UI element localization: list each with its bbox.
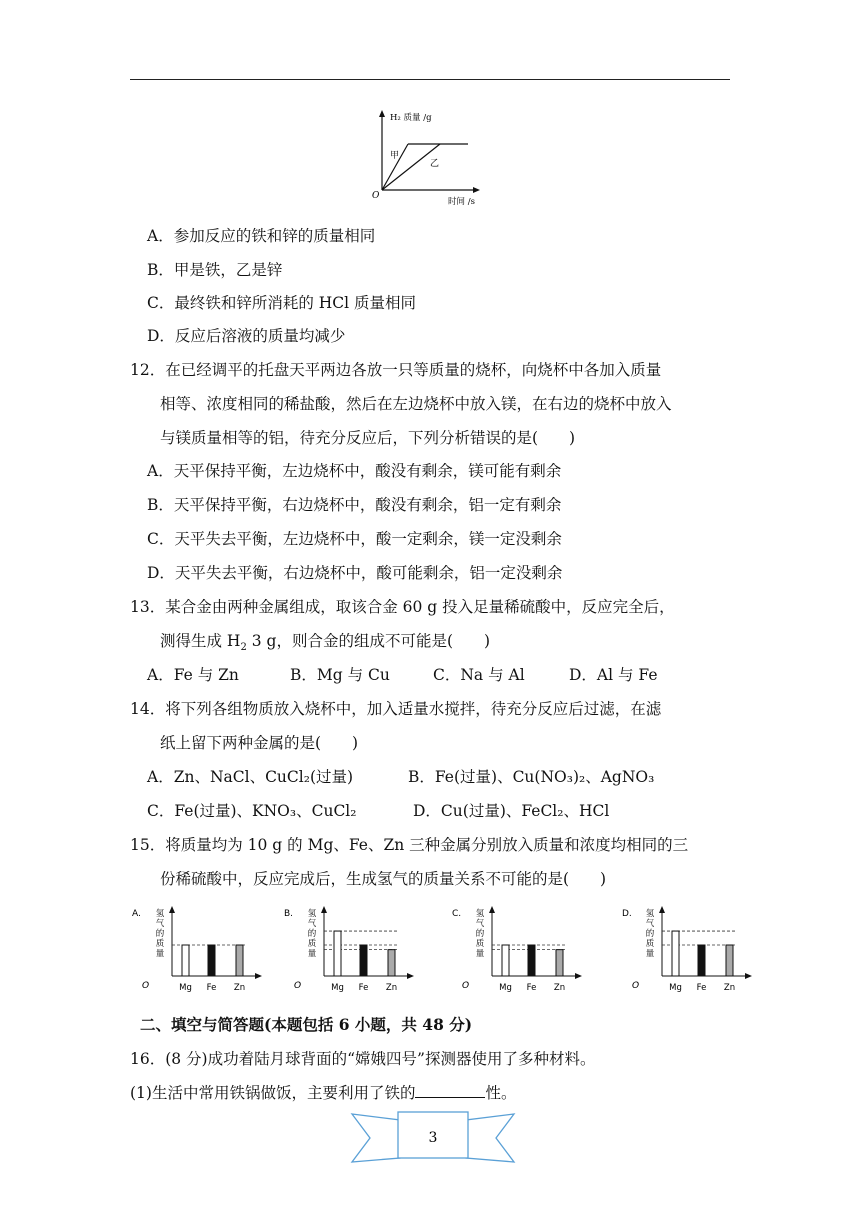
x-axis-arrow xyxy=(407,973,414,979)
x-tick-label: Fe xyxy=(696,983,707,993)
y-axis-label-char: 气 xyxy=(155,919,165,929)
q12-stem-2: 相等、浓度相同的稀盐酸，然后在左边烧杯中放入镁，在右边的烧杯中放入 xyxy=(160,395,672,413)
bar-zn xyxy=(726,945,733,976)
q15-stem-1: 15．将质量均为 10 g 的 Mg、Fe、Zn 三种金属分别放入质量和浓度均相同的三 xyxy=(130,836,689,854)
q11-option-b: B．甲是铁，乙是锌 xyxy=(147,261,283,279)
y-axis-label-char: 的 xyxy=(645,929,655,939)
bar-fe xyxy=(528,945,535,976)
q11-option-c: C．最终铁和锌所消耗的 HCl 质量相同 xyxy=(147,294,417,312)
bar-mg xyxy=(182,945,189,976)
header-rule xyxy=(130,79,730,80)
y-axis-arrow xyxy=(321,906,327,913)
q13-option-c: C．Na 与 Al xyxy=(433,666,525,684)
graph-x-label: 时间 /s xyxy=(448,197,475,207)
q12-option-d: D．天平失去平衡，右边烧杯中，酸可能剩余，铝一定没剩余 xyxy=(147,564,563,582)
y-axis-label-char: 气 xyxy=(645,919,655,929)
bar-zn xyxy=(388,950,395,976)
bar-fe xyxy=(698,945,705,976)
q12-option-c: C．天平失去平衡，左边烧杯中，酸一定剩余，镁一定没剩余 xyxy=(147,530,562,548)
q13-stem-2: 测得生成 $H_2$ 3 g，则合金的组成不可能是( ) xyxy=(160,632,491,654)
y-axis-label-char: 的 xyxy=(155,929,165,939)
x-tick-label: Zn xyxy=(723,983,736,993)
q15-stem-2: 份稀硫酸中，反应完成后，生成氢气的质量关系不可能的是( ) xyxy=(160,870,607,888)
y-axis-arrow xyxy=(169,906,175,913)
x-tick-label: Mg xyxy=(179,983,192,993)
h2-mass-time-graph xyxy=(368,108,488,208)
x-axis-arrow xyxy=(575,973,582,979)
q13-option-b: B．Mg 与 Cu xyxy=(290,666,390,684)
y-axis-label-char: 质 xyxy=(645,939,655,949)
chart-title: C. xyxy=(452,909,462,919)
y-axis-arrow xyxy=(659,906,665,913)
bar-zn xyxy=(556,950,563,976)
y-axis-label-char: 量 xyxy=(645,949,655,959)
x-axis-arrow xyxy=(255,973,262,979)
q12-option-a: A．天平保持平衡，左边烧杯中，酸没有剩余，镁可能有剩余 xyxy=(147,462,562,480)
y-axis-label-char: 质 xyxy=(155,939,165,949)
y-axis-label-char: 量 xyxy=(475,949,485,959)
x-tick-label: Fe xyxy=(206,983,217,993)
graph-origin: O xyxy=(372,191,380,201)
y-axis-label-char: 氢 xyxy=(155,909,165,919)
x-axis-arrow xyxy=(745,973,752,979)
y-axis-label-char: 的 xyxy=(307,929,317,939)
y-axis-label-char: 质 xyxy=(475,939,485,949)
chart-origin: O xyxy=(142,981,150,991)
y-axis-label-char: 氢 xyxy=(475,909,485,919)
q12-stem-3: 与镁质量相等的铝，待充分反应后，下列分析错误的是( ) xyxy=(160,429,576,447)
x-tick-label: Mg xyxy=(669,983,682,993)
x-tick-label: Mg xyxy=(499,983,512,993)
y-axis-label-char: 气 xyxy=(475,919,485,929)
y-axis-label-char: 气 xyxy=(307,919,317,929)
bar-zn xyxy=(236,945,243,976)
q14-option-d: D．Cu(过量)、FeCl₂、HCl xyxy=(413,802,610,820)
page-number: 3 xyxy=(428,1130,438,1146)
y-axis-label-char: 量 xyxy=(155,949,165,959)
q14-option-c: C．Fe(过量)、KNO₃、CuCl₂ xyxy=(147,802,357,820)
y-axis-arrow xyxy=(489,906,495,913)
bar-fe xyxy=(360,945,367,976)
line-b-label: 乙 xyxy=(430,159,440,169)
q16-stem: 16．(8 分)成功着陆月球背面的“嫦娥四号”探测器使用了多种材料。 xyxy=(130,1050,596,1068)
q13-stem-1: 13．某合金由两种金属组成，取该合金 60 g 投入足量稀硫酸中，反应完全后， xyxy=(130,598,675,616)
page-number-ribbon xyxy=(350,1106,516,1166)
y-axis-label-char: 氢 xyxy=(645,909,655,919)
line-a-label: 甲 xyxy=(390,151,400,161)
section-2-heading: 二、填空与简答题(本题包括 6 小题，共 48 分) xyxy=(140,1015,473,1034)
x-tick-label: Fe xyxy=(358,983,369,993)
q11-option-a: A．参加反应的铁和锌的质量相同 xyxy=(147,227,376,245)
q14-stem-2: 纸上留下两种金属的是( ) xyxy=(160,734,359,752)
q11-option-d: D．反应后溶液的质量均减少 xyxy=(147,327,346,345)
x-tick-label: Fe xyxy=(526,983,537,993)
q12-stem-1: 12．在已经调平的托盘天平两边各放一只等质量的烧杯，向烧杯中各加入质量 xyxy=(130,361,662,379)
bar-mg xyxy=(672,931,679,976)
x-tick-label: Zn xyxy=(385,983,398,993)
q12-option-b: B．天平保持平衡，右边烧杯中，酸没有剩余，铝一定有剩余 xyxy=(147,496,562,514)
graph-y-label: H₂ 质量 /g xyxy=(390,113,432,123)
answer-blank[interactable] xyxy=(415,1083,485,1098)
y-axis-label-char: 量 xyxy=(307,949,317,959)
q13-option-d: D．Al 与 Fe xyxy=(569,666,658,684)
bar-mg xyxy=(334,931,341,976)
chart-title: B. xyxy=(284,909,294,919)
q15-charts xyxy=(120,900,760,1000)
chart-title: D. xyxy=(622,909,632,919)
y-axis-label-char: 的 xyxy=(475,929,485,939)
chart-origin: O xyxy=(632,981,640,991)
y-axis-label-char: 质 xyxy=(307,939,317,949)
x-tick-label: Zn xyxy=(553,983,566,993)
chart-title: A. xyxy=(132,909,141,919)
y-axis-label-char: 氢 xyxy=(307,909,317,919)
bar-fe xyxy=(208,945,215,976)
x-tick-label: Mg xyxy=(331,983,344,993)
q14-option-b: B．Fe(过量)、Cu(NO₃)₂、AgNO₃ xyxy=(408,768,655,786)
q13-option-a: A．Fe 与 Zn xyxy=(147,666,239,684)
bar-mg xyxy=(502,945,509,976)
q14-stem-1: 14．将下列各组物质放入烧杯中，加入适量水搅拌，待充分反应后过滤，在滤 xyxy=(130,700,662,718)
q14-option-a: A．Zn、NaCl、CuCl₂(过量) xyxy=(147,768,354,786)
q16-sub-1: (1)生活中常用铁锅做饭，主要利用了铁的 性。 xyxy=(130,1084,517,1102)
chart-origin: O xyxy=(294,981,302,991)
chart-origin: O xyxy=(462,981,470,991)
x-tick-label: Zn xyxy=(233,983,246,993)
